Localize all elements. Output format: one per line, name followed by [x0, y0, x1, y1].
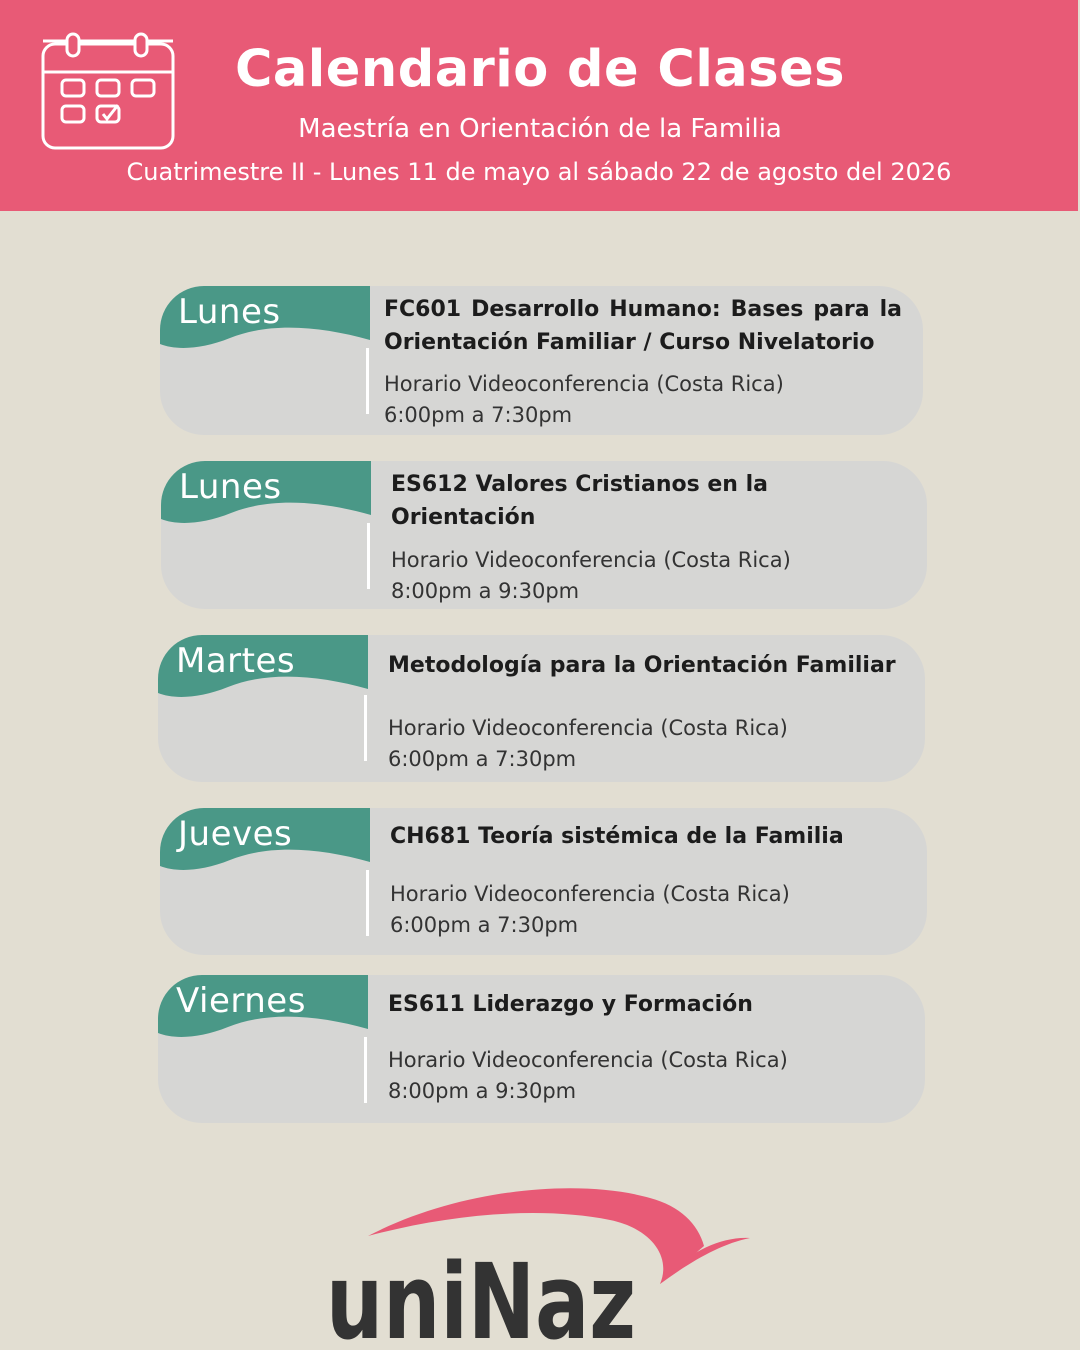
schedule-card: [161, 461, 927, 609]
schedule-card: [158, 635, 925, 782]
schedule-card: [160, 808, 927, 955]
header-banner: [0, 0, 1078, 211]
course-title: ES612 Valores Cristianos en la Orientación: [391, 472, 768, 530]
divider: [366, 348, 369, 414]
course-title: Metodología para la Orientación Familiar: [388, 653, 896, 678]
class-time: 6:00pm a 7:30pm: [390, 913, 579, 937]
day-label: Lunes: [178, 292, 281, 332]
course-title: ES611 Liderazgo y Formación: [388, 992, 753, 1017]
day-label: Lunes: [179, 467, 282, 507]
class-time: 6:00pm a 7:30pm: [388, 747, 577, 771]
class-time: 8:00pm a 9:30pm: [388, 1079, 577, 1103]
logo-wordmark: uniNaz: [326, 1241, 636, 1345]
program-subtitle: Maestría en Orientación de la Familia: [298, 114, 782, 144]
course-title: CH681 Teoría sistémica de la Familia: [390, 824, 844, 849]
day-label: Jueves: [178, 814, 293, 854]
schedule-label: Horario Videoconferencia (Costa Rica): [388, 1048, 788, 1072]
divider: [367, 523, 370, 589]
day-label: Viernes: [176, 981, 306, 1021]
divider: [366, 870, 369, 936]
schedule-card: [158, 975, 925, 1123]
term-dates: Cuatrimestre II - Lunes 11 de mayo al sábado 22 de agosto del 2026: [126, 158, 952, 186]
schedule-card: [160, 286, 923, 435]
divider: [364, 1037, 367, 1103]
class-time: 8:00pm a 9:30pm: [391, 579, 580, 603]
class-time: 6:00pm a 7:30pm: [384, 403, 573, 427]
course-title: FC601 Desarrollo Humano: Bases para la Orientación Familiar / Curso Nivelatorio: [384, 297, 902, 355]
day-label: Martes: [176, 641, 296, 681]
schedule-label: Horario Videoconferencia (Costa Rica): [384, 372, 784, 396]
schedule-label: Horario Videoconferencia (Costa Rica): [388, 716, 788, 740]
page-title: Calendario de Clases: [234, 40, 846, 99]
schedule-label: Horario Videoconferencia (Costa Rica): [390, 882, 790, 906]
uninaz-logo: [320, 1180, 760, 1345]
divider: [364, 695, 367, 761]
schedule-label: Horario Videoconferencia (Costa Rica): [391, 548, 791, 572]
